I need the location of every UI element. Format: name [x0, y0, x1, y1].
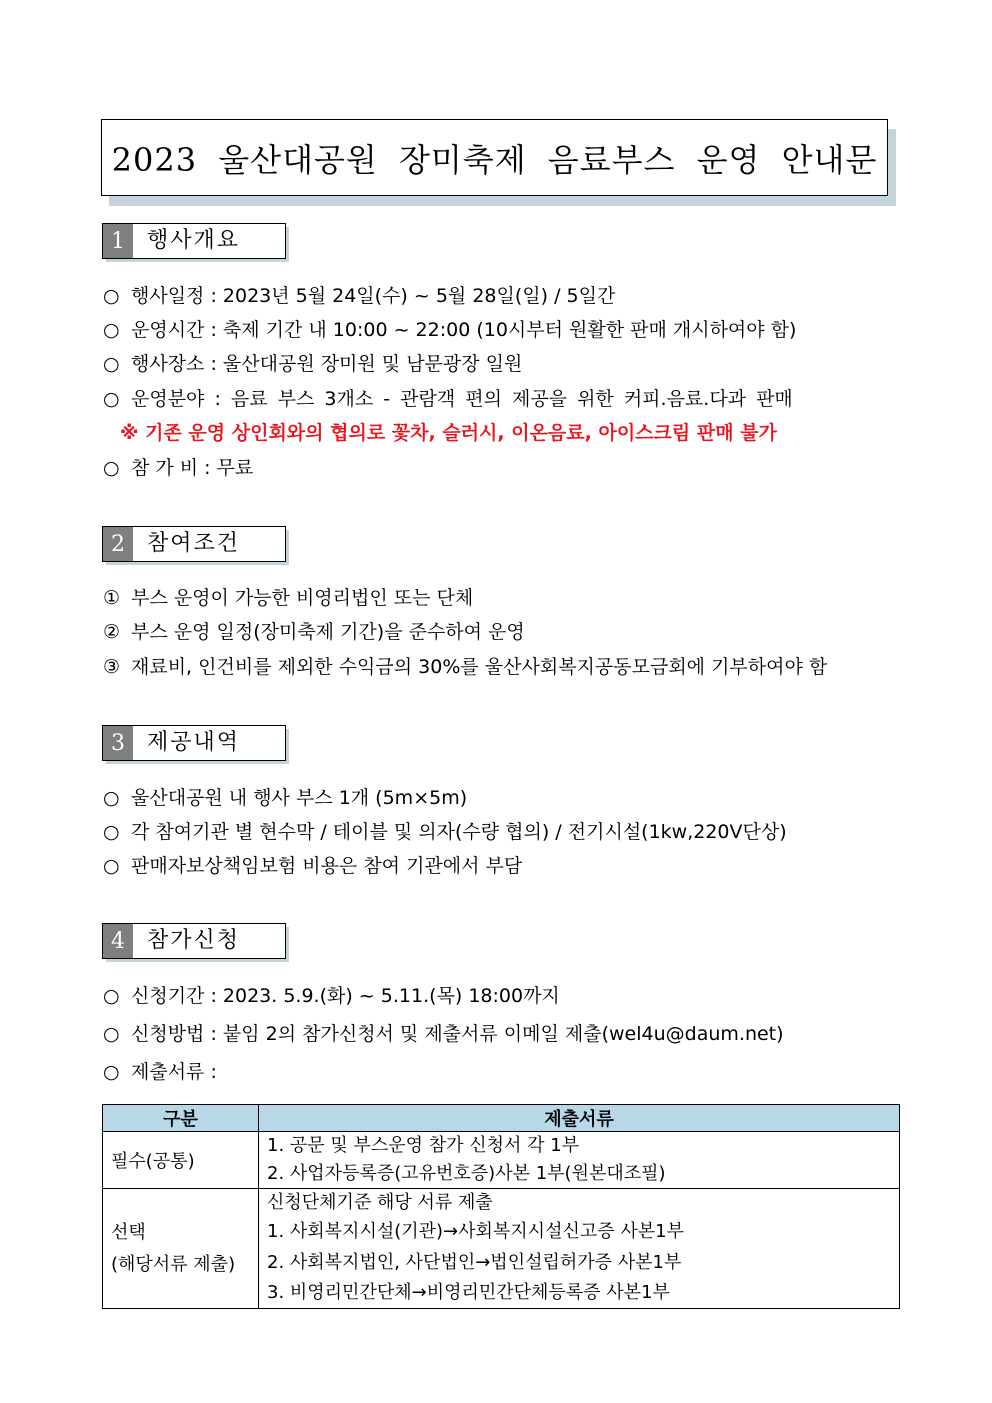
overview-field: ○ 운영분야 : 음료 부스 3개소 - 관람객 편의 제공을 위한 커피.음료.다과 판매 [103, 388, 793, 410]
section-4-header [102, 923, 286, 959]
section-label: 행사개요 [147, 228, 241, 253]
provision-1: ○ 울산대공원 내 행사 부스 1개 (5m×5m) [103, 787, 468, 809]
table-header-row [103, 1105, 900, 1132]
category-cell: 선택 (해당서류 제출) [103, 1189, 259, 1309]
section-3-header [102, 725, 286, 761]
condition-1: ① 부스 운영이 가능한 비영리법인 또는 단체 [103, 587, 474, 609]
section-number: 2 [103, 527, 133, 561]
table-row [103, 1189, 900, 1309]
section-number: 3 [103, 726, 133, 760]
condition-2: ② 부스 운영 일정(장미축제 기간)을 준수하여 운영 [103, 621, 525, 643]
documents-cell: 1. 공문 및 부스운영 참가 신청서 각 1부 2. 사업자등록증(고유번호증)사본 1부(원본대조필) [259, 1132, 900, 1189]
table-row [103, 1132, 900, 1189]
condition-3: ③ 재료비, 인건비를 제외한 수익금의 30%를 울산사회복지공동모금회에 기부하여야 함 [103, 656, 828, 678]
provision-2: ○ 각 참여기관 별 현수막 / 테이블 및 의자(수량 협의) / 전기시설(1kw,220V단상) [103, 821, 787, 843]
title-banner [101, 119, 888, 196]
section-label: 제공내역 [147, 730, 241, 755]
documents-cell: 신청단체기준 해당 서류 제출 1. 사회복지시설(기관)→사회복지시설신고증 사본1부 2. 사회복지법인, 사단법인→법인설립허가증 사본1부 3. 비영리민간단체→비영리민간단체등록증 사본1부 [259, 1189, 900, 1309]
overview-location: ○ 행사장소 : 울산대공원 장미원 및 남문광장 일원 [103, 353, 523, 375]
section-label: 참여조건 [147, 531, 241, 556]
overview-fee: ○ 참 가 비 : 무료 [103, 457, 254, 479]
overview-hours: ○ 운영시간 : 축제 기간 내 10:00 ~ 22:00 (10시부터 원활한 판매 개시하여야 함) [103, 319, 797, 341]
overview-warning: ※ 기존 운영 상인회와의 협의로 꽃차, 슬러시, 이온음료, 아이스크림 판매 불가 [120, 422, 777, 444]
header-category: 구분 [103, 1105, 259, 1132]
section-number: 1 [103, 224, 133, 258]
document-title: 2023 울산대공원 장미축제 음료부스 운영 안내문 [101, 119, 888, 196]
apply-period: ○ 신청기간 : 2023. 5.9.(화) ~ 5.11.(목) 18:00까지 [103, 985, 560, 1007]
overview-schedule: ○ 행사일정 : 2023년 5월 24일(수) ~ 5월 28일(일) / 5일간 [103, 285, 616, 307]
apply-method: ○ 신청방법 : 붙임 2의 참가신청서 및 제출서류 이메일 제출(wel4u@daum.net) [103, 1023, 784, 1045]
documents-table [102, 1104, 900, 1309]
apply-documents: ○ 제출서류 : [103, 1061, 217, 1083]
section-1-header [102, 223, 286, 259]
header-documents: 제출서류 [259, 1105, 900, 1132]
section-label: 참가신청 [147, 928, 241, 953]
section-number: 4 [103, 924, 133, 958]
category-cell: 필수(공통) [103, 1132, 259, 1189]
provision-3: ○ 판매자보상책임보험 비용은 참여 기관에서 부담 [103, 855, 523, 877]
section-2-header [102, 526, 286, 562]
